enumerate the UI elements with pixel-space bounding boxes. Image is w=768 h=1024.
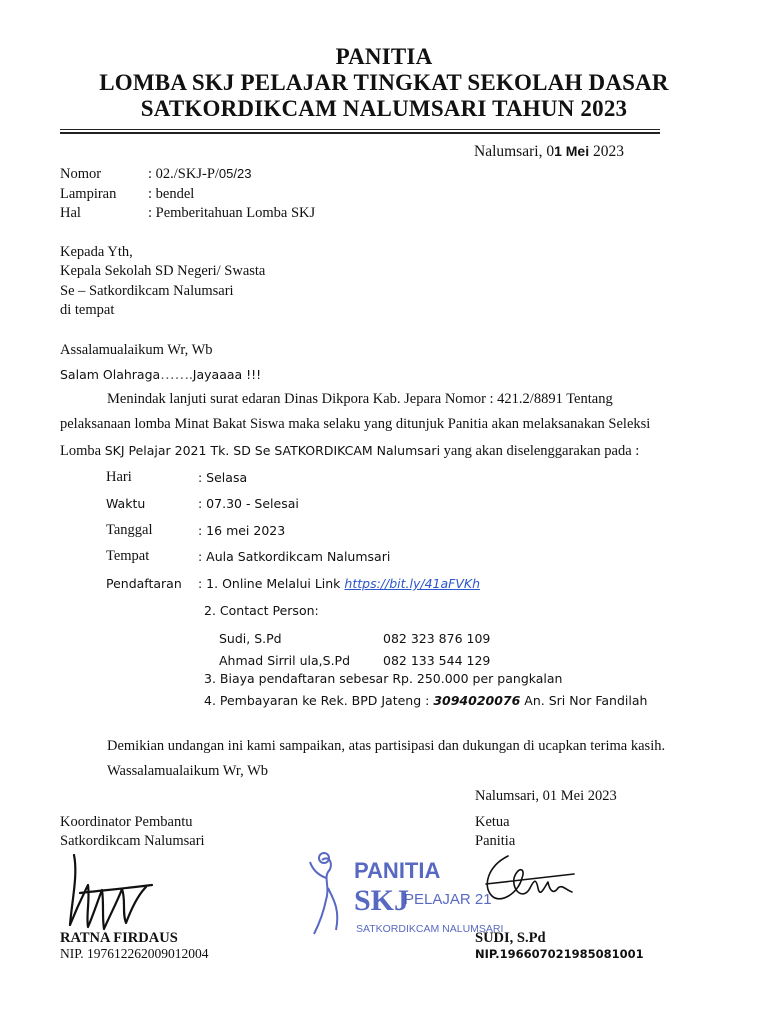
recipient-line: Se – Satkordikcam Nalumsari: [60, 283, 234, 299]
biaya-info: 3. Biaya pendaftaran sebesar Rp. 250.000 per pangkalan: [204, 671, 563, 686]
nomor-value: : 02./SKJ-P/05/23: [148, 166, 252, 182]
body-paragraph-line: pelaksanaan lomba Minat Bakat Siswa maka selaku yang ditunjuk Panitia akan melaksanakan Seleksi: [60, 416, 651, 432]
closing-line: Demikian undangan ini kami sampaikan, atas partisipasi dan dukungan di ucapkan terima kasih.: [107, 738, 666, 754]
salam-olahraga: Salam Olahraga…….Jayaaaa !!!: [60, 367, 262, 383]
nomor-label: Nomor: [60, 166, 102, 182]
recipient-line: Kepala Sekolah SD Negeri/ Swasta: [60, 263, 266, 279]
left-signer-nip: NIP. 197612262009012004: [60, 946, 209, 961]
stamp-skj-text: SKJ: [354, 884, 410, 917]
contact-name: Sudi, S.Pd: [219, 631, 282, 646]
left-signature-image: [60, 845, 160, 940]
lampiran-value: : bendel: [148, 186, 195, 202]
hal-value: : Pemberitahuan Lomba SKJ: [148, 205, 316, 221]
right-signer-title: Ketua: [475, 814, 510, 830]
panitia-stamp: [300, 848, 504, 940]
right-signer-title-2: Panitia: [475, 833, 516, 849]
tempat-value: : Aula Satkordikcam Nalumsari: [198, 549, 391, 564]
right-signature-image: [478, 848, 588, 928]
waktu-label: Waktu: [106, 496, 146, 511]
left-signer-title-2: Satkordikcam Nalumsari: [60, 833, 205, 849]
tanggal-value: : 16 mei 2023: [198, 523, 286, 538]
registration-link[interactable]: https://bit.ly/41aFVKh: [344, 576, 481, 591]
letter-date: Nalumsari, 01 Mei 2023: [474, 143, 624, 160]
stamp-satkordikcam-text: SATKORDIKCAM NALUMSARI: [356, 923, 504, 935]
letterhead-subtitle: LOMBA SKJ PELAJAR TINGKAT SEKOLAH DASAR: [99, 70, 669, 95]
header-rule-thin: [60, 129, 660, 130]
tempat-label: Tempat: [106, 548, 150, 564]
right-signer-nip: NIP.196607021985081001: [475, 947, 644, 961]
recipient-line: di tempat: [60, 302, 115, 318]
left-signer-name: RATNA FIRDAUS: [60, 930, 178, 946]
stamp-panitia-text: PANITIA: [354, 858, 441, 883]
letterhead-title: PANITIA: [335, 44, 433, 69]
pembayaran-info: 4. Pembayaran ke Rek. BPD Jateng : 3094020076 An. Sri Nor Fandilah: [204, 693, 648, 708]
contact-phone: 082 323 876 109: [383, 631, 491, 646]
recipient-line: Kepada Yth,: [60, 244, 133, 260]
letterhead-subtitle-2: SATKORDIKCAM NALUMSARI TAHUN 2023: [140, 96, 628, 121]
pendaftaran-value: : 1. Online Melalui Link https://bit.ly/41aFVKh: [198, 576, 481, 591]
pendaftaran-label: Pendaftaran: [106, 576, 182, 591]
signing-date: Nalumsari, 01 Mei 2023: [475, 788, 617, 804]
body-paragraph-line: Lomba SKJ Pelajar 2021 Tk. SD Se SATKORDIKCAM Nalumsari yang akan diselenggarakan pada :: [60, 443, 640, 459]
tanggal-label: Tanggal: [106, 522, 153, 538]
contact-person-label: 2. Contact Person:: [204, 603, 319, 618]
hari-value: : Selasa: [198, 470, 248, 485]
contact-phone: 082 133 544 129: [383, 653, 491, 668]
closing-salam: Wassalamualaikum Wr, Wb: [107, 763, 269, 779]
lampiran-label: Lampiran: [60, 186, 117, 202]
header-rule-thick: [60, 132, 660, 134]
stamp-pelajar-text: PELAJAR 21: [404, 891, 492, 908]
right-signer-name: SUDI, S.Pd: [475, 930, 546, 946]
hal-label: Hal: [60, 205, 81, 221]
waktu-value: : 07.30 - Selesai: [198, 496, 299, 511]
contact-name: Ahmad Sirril ula,S.Pd: [219, 653, 351, 668]
hari-label: Hari: [106, 469, 132, 485]
left-signer-title: Koordinator Pembantu: [60, 814, 193, 830]
salam-opening: Assalamualaikum Wr, Wb: [60, 342, 213, 358]
body-paragraph-line: Menindak lanjuti surat edaran Dinas Dikpora Kab. Jepara Nomor : 421.2/8891 Tentang: [107, 391, 613, 407]
